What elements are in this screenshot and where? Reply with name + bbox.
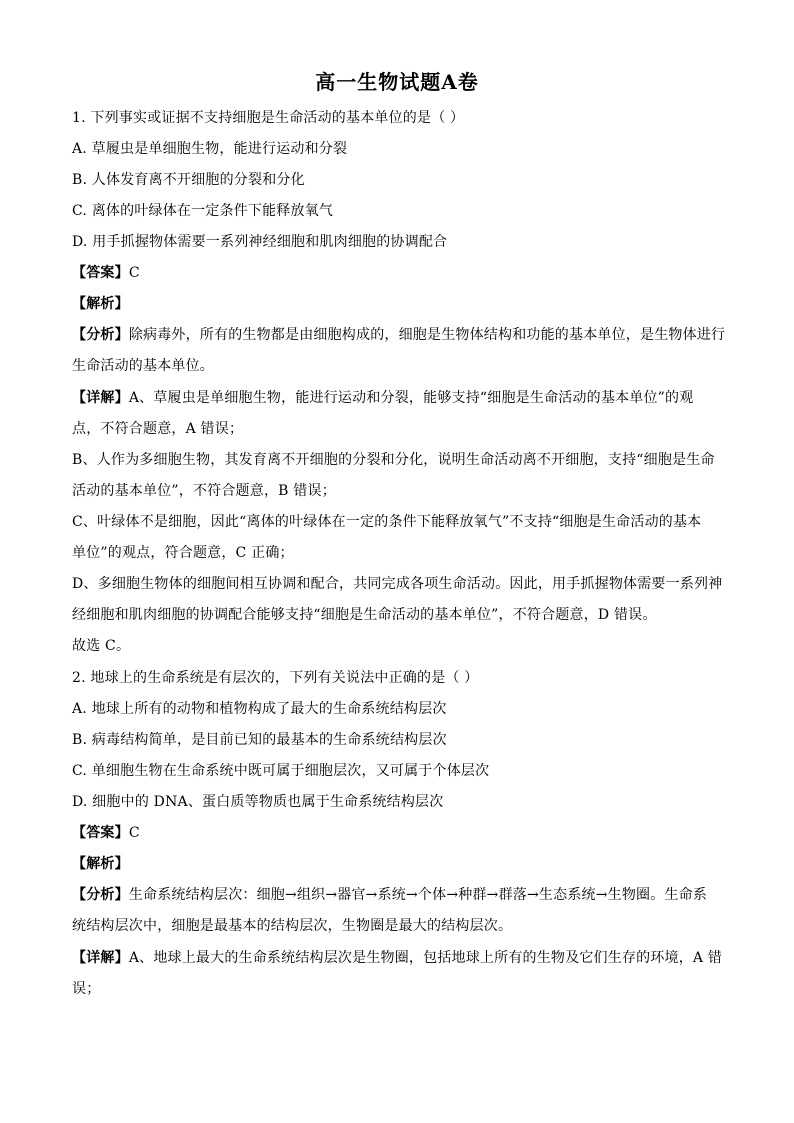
xiangjie-tag: 【详解】: [72, 950, 129, 966]
fenxi-text: 除病毒外，所有的生物都是由细胞构成的，细胞是生物体结构和功能的基本单位，是生物体进行: [128, 327, 726, 343]
question-2-option-b: B. 病毒结构简单，是目前已知的最基本的生命系统结构层次: [72, 732, 447, 748]
question-2-xiangjie-line-2: 误；: [72, 981, 101, 997]
answer-tag: 【答案】: [72, 825, 129, 841]
fenxi-text: 生命系统结构层次：细胞→组织→器官→系统→个体→种群→群落→生态系统→生物圈。生命系: [128, 887, 708, 903]
question-1-stem: 1. 下列事实或证据不支持细胞是生命活动的基本单位的是（ ）: [72, 110, 465, 126]
question-2-fenxi-line-1: [72, 885, 732, 905]
xiangjie-text: A、草履虫是单细胞生物，能进行运动和分裂，能够支持“细胞是生命活动的基本单位”的观: [128, 390, 694, 406]
question-1-analysis-tag: 【解析】: [72, 296, 129, 312]
question-1-option-a: A. 草履虫是单细胞生物，能进行运动和分裂: [72, 141, 348, 157]
question-2-stem: 2. 地球上的生命系统是有层次的，下列有关说法中正确的是（ ）: [72, 670, 479, 686]
question-1-xiangjie-line-5: C、叶绿体不是细胞，因此“离体的叶绿体在一定的条件下能释放氧气”不支持“细胞是生命活动的基本: [72, 514, 702, 530]
answer-tag: 【答案】: [72, 265, 129, 281]
question-1-fenxi-line-1: [72, 325, 732, 345]
fenxi-tag: 【分析】: [72, 887, 129, 903]
question-1-xiangjie-line-2: 点，不符合题意，A 错误；: [72, 421, 244, 437]
xiangjie-text: A、地球上最大的生命系统结构层次是生物圈，包括地球上所有的生物及它们生存的环境，A 错: [128, 950, 723, 966]
question-1-conclusion: 故选 C。: [72, 638, 131, 654]
question-1-xiangjie-line-4: 活动的基本单位”，不符合题意，B 错误；: [72, 483, 336, 499]
question-1-xiangjie-line-3: B、人作为多细胞生物，其发育离不开细胞的分裂和分化，说明生命活动离不开细胞，支持“细胞是生命: [72, 452, 715, 468]
question-2-answer: [72, 823, 732, 843]
answer-value: C: [128, 825, 140, 841]
question-2-option-c: C. 单细胞生物在生命系统中既可属于细胞层次，又可属于个体层次: [72, 763, 490, 779]
question-1-option-c: C. 离体的叶绿体在一定条件下能释放氧气: [72, 203, 334, 219]
question-2-xiangjie-line-1: [72, 948, 732, 968]
question-1-answer: [72, 263, 732, 283]
question-2-option-a: A. 地球上所有的动物和植物构成了最大的生命系统结构层次: [72, 701, 447, 717]
question-1-option-d: D. 用手抓握物体需要一系列神经细胞和肌肉细胞的协调配合: [72, 234, 448, 250]
question-2-analysis-tag: 【解析】: [72, 856, 129, 872]
page-title: 高一生物试题A卷: [315, 70, 479, 94]
question-1-fenxi-line-2: 生命活动的基本单位。: [72, 358, 214, 374]
fenxi-tag: 【分析】: [72, 327, 129, 343]
question-1-xiangjie-line-1: [72, 388, 732, 408]
xiangjie-tag: 【详解】: [72, 390, 129, 406]
question-2-option-d: D. 细胞中的 DNA、蛋白质等物质也属于生命系统结构层次: [72, 794, 444, 810]
question-1-option-b: B. 人体发育离不开细胞的分裂和分化: [72, 172, 305, 188]
question-1-xiangjie-line-6: 单位”的观点，符合题意，C 正确；: [72, 545, 294, 561]
answer-value: C: [128, 265, 140, 281]
question-1-xiangjie-line-7: D、多细胞生物体的细胞间相互协调和配合，共同完成各项生命活动。因此，用手抓握物体需要一系列神: [72, 576, 723, 592]
question-1-xiangjie-line-8: 经细胞和肌肉细胞的协调配合能够支持“细胞是生命活动的基本单位”，不符合题意，D 错误。: [72, 607, 657, 623]
question-2-fenxi-line-2: 统结构层次中，细胞是最基本的结构层次，生物圈是最大的结构层次。: [72, 918, 513, 934]
